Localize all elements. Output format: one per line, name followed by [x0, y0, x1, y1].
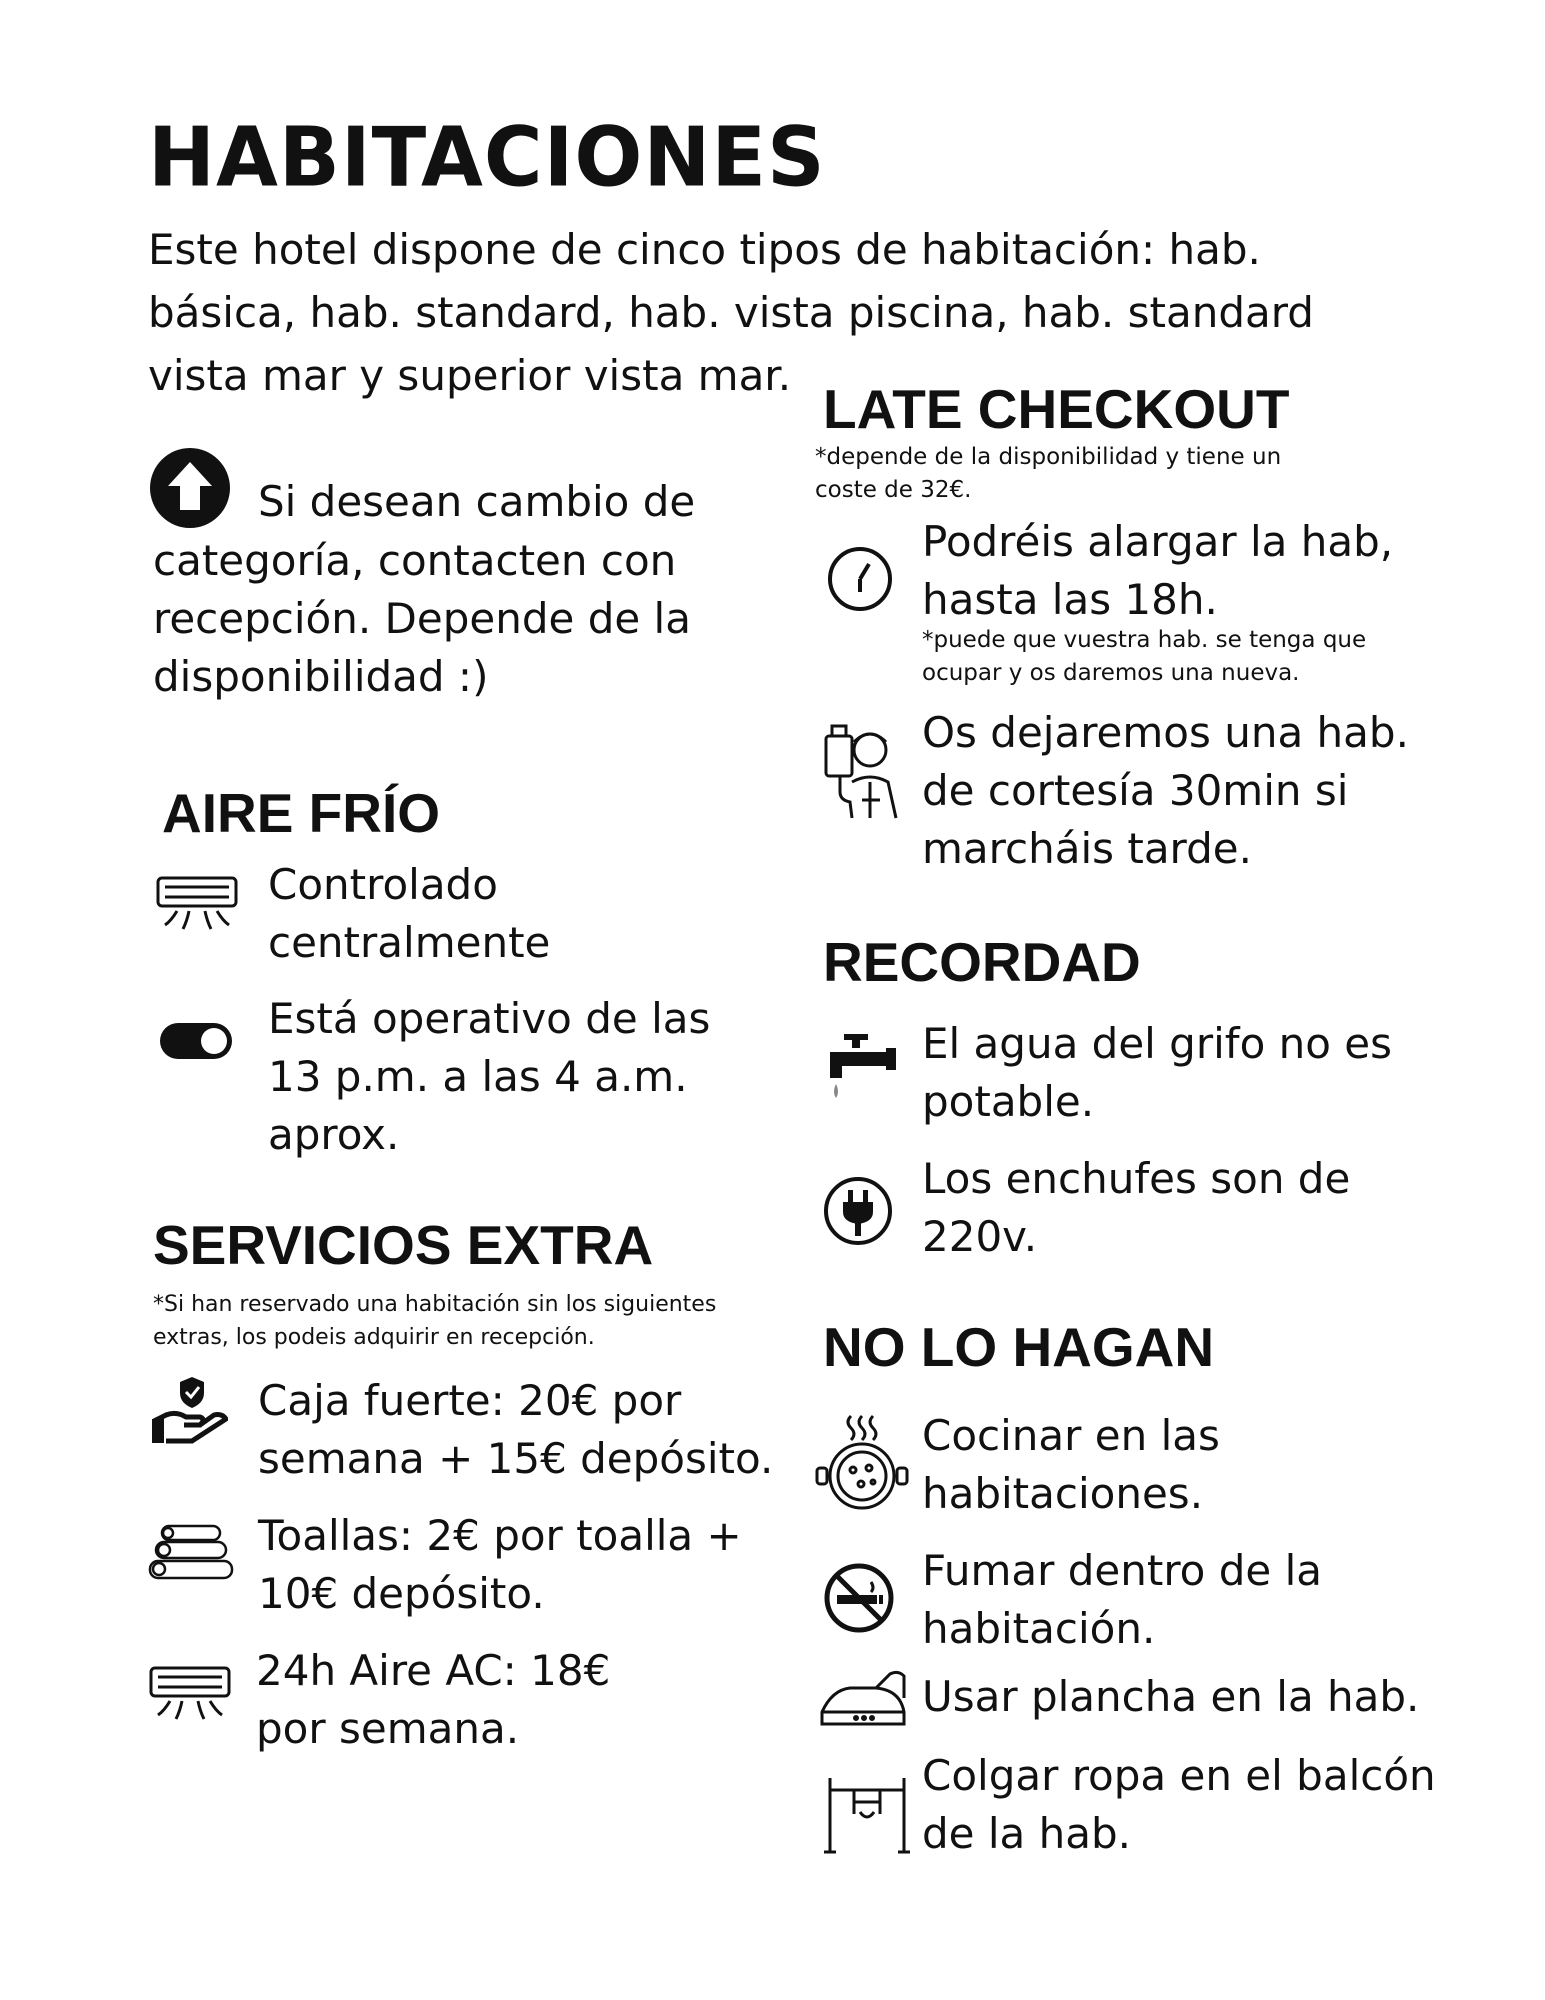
tap-icon [820, 1030, 900, 1106]
no-lo-hagan-item-4: Colgar ropa en el balcón de la hab. [922, 1751, 1436, 1858]
no-lo-hagan-item-3: Usar plancha en la hab. [922, 1672, 1420, 1721]
recordad-item-2: Los enchufes son de 220v. [922, 1154, 1351, 1261]
air-conditioner-icon [155, 875, 239, 935]
servicios-extra-heading: SERVICIOS EXTRA [153, 1214, 654, 1276]
no-lo-hagan-heading: NO LO HAGAN [823, 1316, 1215, 1378]
arrow-up-icon [150, 448, 230, 528]
bellboy-icon [818, 722, 904, 822]
no-lo-hagan-item-1: Cocinar en las habitaciones. [922, 1411, 1220, 1518]
servicios-extra-item-2: Toallas: 2€ por toalla + 10€ depósito. [258, 1511, 742, 1618]
pot-icon [815, 1412, 909, 1510]
intro-text: Este hotel dispone de cinco tipos de habitación: hab. básica, hab. standard, hab. vista piscina, hab. standard vista mar y superior vista mar. [148, 225, 1314, 400]
no-lo-hagan-item-2: Fumar dentro de la habitación. [922, 1546, 1322, 1653]
late-checkout-subnote: *puede que vuestra hab. se tenga que ocupar y os daremos una nueva. [922, 627, 1367, 686]
late-checkout-item-2: Os dejaremos una hab. de cortesía 30min si marcháis tarde. [922, 708, 1409, 873]
safe-hand-icon [152, 1375, 228, 1445]
servicios-extra-note: *Si han reservado una habitación sin los siguientes extras, los podeis adquirir en recepción. [153, 1292, 717, 1350]
plug-icon [823, 1176, 893, 1246]
late-checkout-item-1: Podréis alargar la hab, hasta las 18h. [922, 517, 1394, 624]
clock-icon [827, 546, 893, 612]
no-smoking-icon [823, 1562, 895, 1634]
aire-frio-heading: AIRE FRÍO [162, 782, 441, 844]
upgrade-first-line: Si desean cambio de [258, 477, 696, 526]
aire-frio-item-2: Está operativo de las 13 p.m. a las 4 a.m. aprox. [268, 994, 711, 1159]
late-checkout-note: *depende de la disponibilidad y tiene un coste de 32€. [815, 444, 1282, 503]
servicios-extra-item-3: 24h Aire AC: 18€ por semana. [256, 1646, 611, 1753]
toggle-icon [160, 1023, 232, 1059]
page-title: HABITACIONES [148, 110, 826, 205]
clothesline-icon [824, 1776, 910, 1854]
servicios-extra-item-1: Caja fuerte: 20€ por semana + 15€ depósito. [258, 1376, 774, 1483]
recordad-heading: RECORDAD [823, 931, 1141, 993]
aire-frio-item-1: Controlado centralmente [268, 860, 551, 967]
recordad-item-1: El agua del grifo no es potable. [922, 1019, 1392, 1126]
late-checkout-heading: LATE CHECKOUT [823, 378, 1290, 440]
air-conditioner-icon [148, 1665, 232, 1725]
towels-icon [148, 1523, 234, 1581]
upgrade-text: categoría, contacten con recepción. Depende de la disponibilidad :) [153, 536, 691, 701]
iron-icon [820, 1668, 906, 1732]
